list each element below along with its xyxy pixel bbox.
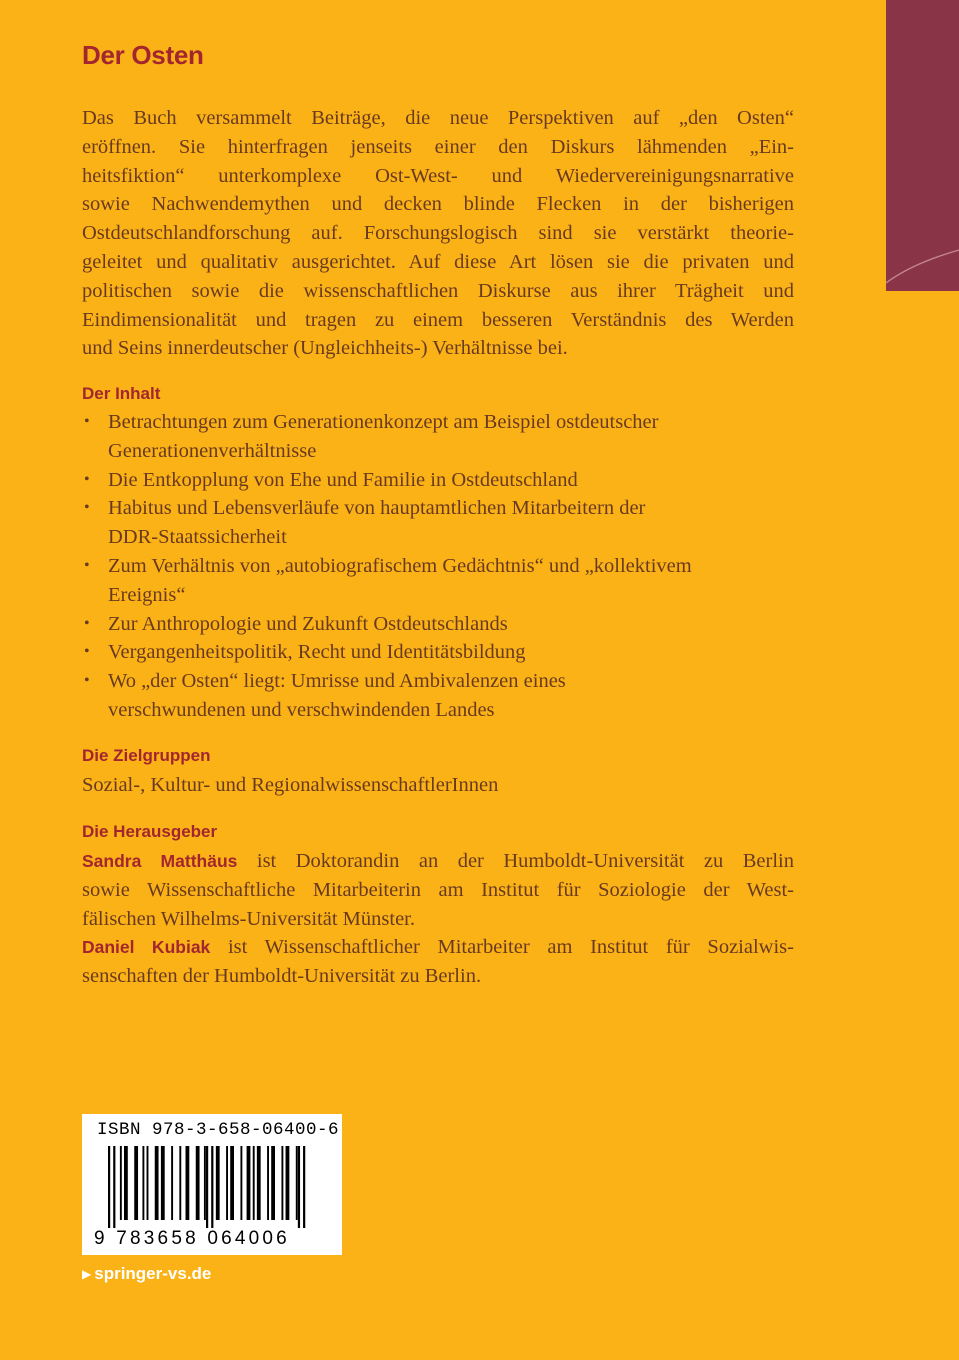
publisher-link-text: springer-vs.de (94, 1264, 212, 1283)
editor-name: Daniel Kubiak (82, 937, 211, 958)
editor-name: Sandra Matthäus (82, 851, 238, 871)
bullet-icon: • (84, 413, 90, 430)
intro-line: heitsfiktion“ unterkomplexe Ost-West- und Wiedervereinigungsnarrative (82, 164, 794, 187)
contents-heading: Der Inhalt (82, 384, 161, 403)
list-item-line: Habitus und Lebensverläufe von hauptamtlichen Mitarbeitern der (108, 497, 646, 520)
list-item (82, 552, 802, 610)
corner-band-decoration (886, 0, 959, 291)
bullet-icon: • (84, 614, 90, 632)
book-title: Der Osten (82, 40, 204, 70)
list-item-line: Die Entkopplung von Ehe und Familie in Ostdeutschland (108, 468, 578, 491)
editor-line: senschaften der Humboldt-Universität zu Berlin. (82, 965, 482, 988)
list-item-line: Betrachtungen zum Generationenkonzept am Beispiel ostdeutscher (108, 411, 659, 433)
audience-text: Sozial-, Kultur- und RegionalwissenschaftlerInnen (82, 774, 499, 796)
editors-heading: Die Herausgeber (82, 822, 218, 841)
list-item-line: verschwundenen und verschwindenden Landes (108, 698, 495, 721)
isbn-barcode (82, 1114, 342, 1255)
editor-text: ist Doktorandin an der Humboldt-Universität zu Berlin (237, 850, 794, 872)
list-item (82, 667, 802, 725)
list-item (82, 408, 802, 466)
bullet-icon: • (84, 470, 90, 488)
ean-digits: 9 783658 064006 (94, 1228, 290, 1249)
list-item (82, 494, 802, 552)
intro-line: geleitet und qualitativ ausgerichtet. Auf diese Art lösen sie die privaten und (82, 250, 794, 273)
intro-line: und Seins innerdeutscher (Ungleichheits-) Verhältnisse bei. (82, 337, 568, 360)
intro-line: Das Buch versammelt Beiträge, die neue Perspektiven auf „den Osten“ (82, 107, 794, 129)
bullet-icon: • (84, 499, 90, 517)
editors-paragraph (82, 847, 794, 991)
editor-line (82, 847, 794, 876)
list-item-line: Zum Verhältnis von „autobiografischem Gedächtnis“ und „kollektivem (108, 554, 692, 577)
list-item (82, 610, 802, 639)
editor-line: fälischen Wilhelms-Universität Münster. (82, 907, 415, 930)
intro-line: sowie Nachwendemythen und decken blinde Flecken in der bisherigen (82, 193, 794, 216)
isbn-label: ISBN 978-3-658-06400-6 (97, 1120, 340, 1140)
list-item-line: Ereignis“ (108, 583, 186, 606)
list-item-line: Generationenverhältnisse (108, 439, 317, 462)
barcode-icon (94, 1146, 330, 1228)
list-item (82, 638, 802, 667)
editor-line (82, 933, 794, 962)
publisher-link[interactable] (82, 1264, 211, 1284)
list-item (82, 466, 802, 495)
bullet-icon: • (84, 643, 90, 661)
contents-list (82, 408, 802, 725)
arrow-right-icon: ▶ (82, 1267, 92, 1281)
list-item-line: DDR-Staatssicherheit (108, 526, 287, 549)
list-item-line: Wo „der Osten“ liegt: Umrisse und Ambivalenzen eines (108, 670, 566, 693)
corner-curve-line (886, 0, 959, 291)
intro-line: Ostdeutschlandforschung auf. Forschungslogisch sind sie verstärkt theorie- (82, 222, 794, 245)
list-item-line: Vergangenheitspolitik, Recht und Identitätsbildung (108, 641, 526, 664)
editor-text: ist Wissenschaftlicher Mitarbeiter am Institut für Sozialwis- (210, 936, 794, 959)
intro-line: politischen sowie die wissenschaftlichen Diskurse aus ihrer Trägheit und (82, 279, 794, 302)
intro-line: eröffnen. Sie hinterfragen jenseits einer den Diskurs lähmenden „Ein- (82, 135, 794, 158)
audience-heading: Die Zielgruppen (82, 746, 211, 765)
editor-line: sowie Wissenschaftliche Mitarbeiterin am Institut für Soziologie der West- (82, 878, 794, 901)
intro-paragraph (82, 104, 794, 363)
bullet-icon: • (84, 672, 90, 690)
list-item-line: Zur Anthropologie und Zukunft Ostdeutschlands (108, 612, 508, 635)
intro-line: Eindimensionalität und tragen zu einem besseren Verständnis des Werden (82, 308, 794, 331)
bullet-icon: • (84, 556, 90, 574)
